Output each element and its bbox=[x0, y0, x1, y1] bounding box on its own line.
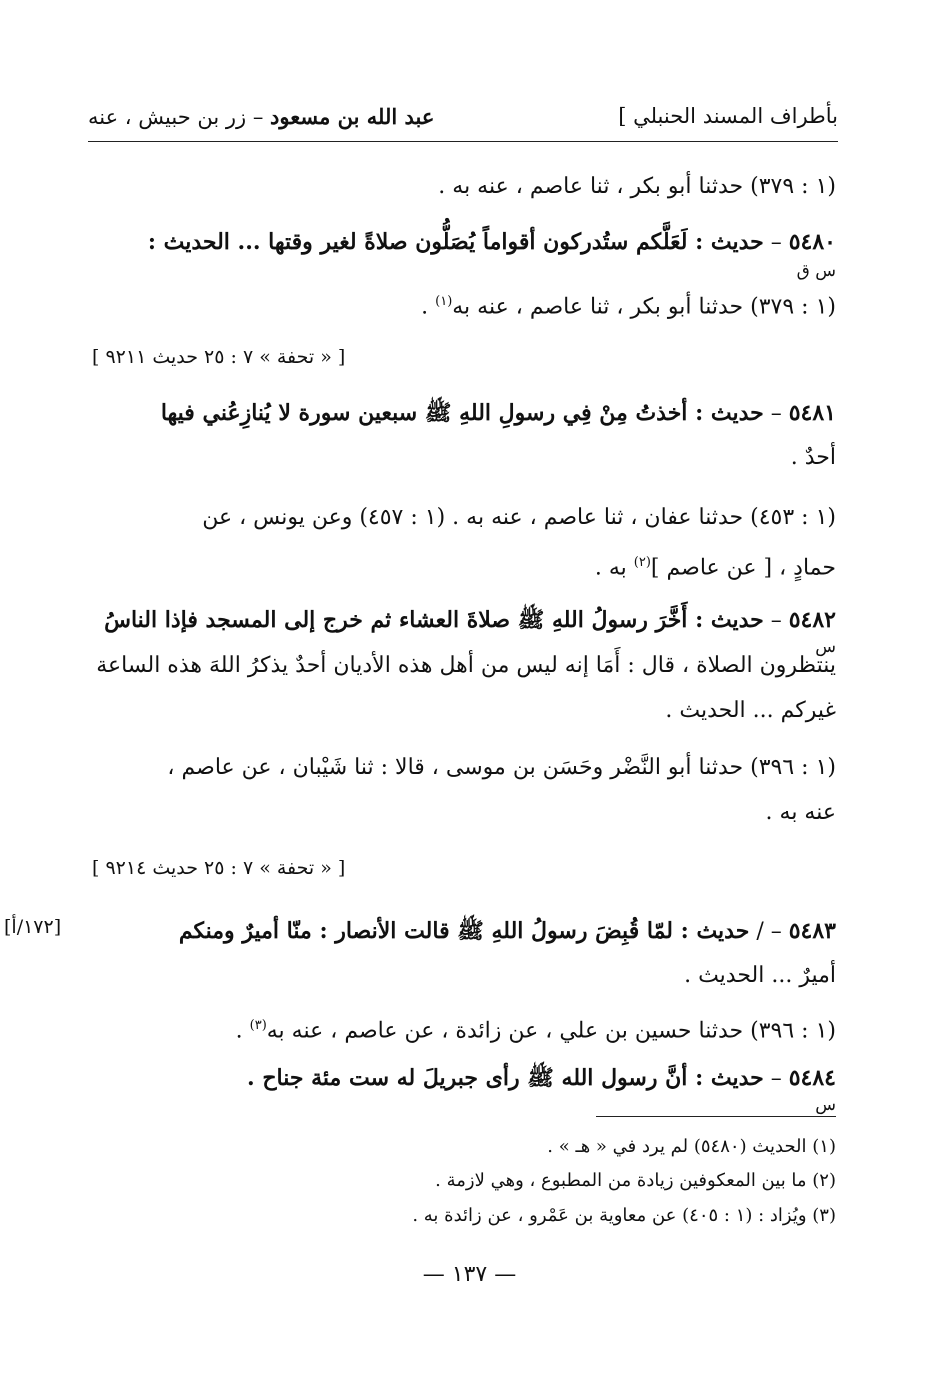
dash: – bbox=[763, 230, 789, 255]
chain-title bbox=[88, 104, 434, 129]
text-line bbox=[92, 1011, 878, 1046]
footnote-ref: (٢) bbox=[633, 555, 651, 570]
hadith-number: ٥٤٨١ bbox=[788, 400, 836, 426]
text-line bbox=[92, 287, 878, 322]
footnote: (٢) ما بين المعكوفين زيادة من المطبوع ، وهي لازمة . bbox=[435, 1170, 836, 1191]
hadith-5480 bbox=[92, 227, 836, 258]
period: . bbox=[235, 1018, 250, 1044]
tuhfa-ref: [ « تحفة » ٧ : ٢٥ حديث ٩٢١٤ ] bbox=[92, 857, 346, 879]
hadith-number: ٥٤٨٣ bbox=[788, 918, 836, 944]
siglum: س bbox=[815, 637, 836, 657]
text: حمادٍ ، [ عن عاصم ] bbox=[650, 555, 836, 581]
dash: – bbox=[763, 401, 789, 426]
page-number: — ١٣٧ — bbox=[422, 1262, 517, 1287]
slash: / bbox=[749, 919, 764, 944]
tuhfa-ref: [ « تحفة » ٧ : ٢٥ حديث ٩٢١١ ] bbox=[92, 346, 346, 368]
running-header bbox=[88, 104, 838, 138]
hadith-text: حديث : لَعَلَّكم ستُدركون أقواماً يُصَلُّون صلاةً لغير وقتها ... الحديث : bbox=[147, 229, 764, 255]
book-title: بأطراف المسند الحنبلي ] bbox=[618, 104, 838, 128]
hadith-5483 bbox=[136, 916, 836, 947]
hadith-text: حديث : لمّا قُبِضَ رسولُ اللهِ ﷺ قالت الأنصار : منّا أميرٌ ومنكم bbox=[178, 918, 750, 944]
siglum: س bbox=[815, 1095, 836, 1115]
hadith-5481 bbox=[92, 398, 836, 429]
hadith-number: ٥٤٨٤ bbox=[788, 1065, 836, 1091]
footnote: (١) الحديث (٥٤٨٠) لم يرد في « هـ » . bbox=[547, 1136, 836, 1157]
text: (١ : ٣٩٦) حدثنا حسين بن علي ، عن زائدة ، عن عاصم ، عنه به bbox=[266, 1018, 836, 1044]
hadith-number: ٥٤٨٠ bbox=[788, 229, 836, 255]
text-line: ينتظرون الصلاة ، قال : أَمَا إنه ليس من أهل هذه الأديان أحدٌ يذكرُ اللهَ هذه الساعة bbox=[96, 653, 836, 678]
hadith-number: ٥٤٨٢ bbox=[788, 607, 836, 633]
dash: – bbox=[763, 919, 789, 944]
ref-end: به . bbox=[594, 555, 634, 581]
author-name: عبد الله بن مسعود bbox=[270, 104, 435, 129]
hadith-text: حديث : أَخَّرَ رسولُ اللهِ ﷺ صلاةَ العشاء ثم خرج إلى المسجد فإذا الناسُ bbox=[104, 607, 764, 633]
period: . bbox=[421, 294, 436, 320]
hadith-text: حديث : أخذتُ مِنْ فِي رسولِ اللهِ ﷺ سبعين سورة لا يُنازِعُني فيها bbox=[160, 400, 764, 426]
margin-folio: [١٧٢/أ] bbox=[4, 916, 62, 938]
text-line: عنه به . bbox=[765, 800, 836, 825]
footnote: (٣) ويُزاد : (١ : ٤٠٥) عن معاوية بن عَمْرو ، عن زائدة به . bbox=[412, 1205, 836, 1226]
dash: – bbox=[763, 1066, 789, 1091]
header-rule bbox=[88, 141, 838, 142]
footnote-ref: (٣) bbox=[249, 1018, 267, 1033]
dash: – bbox=[763, 608, 789, 633]
chain-rest: – زر بن حبيش ، عنه bbox=[88, 105, 270, 129]
text-line: (١ : ٣٩٦) حدثنا أبو النَّضْر وحَسَن بن موسى ، قالا : ثنا شَيْبان ، عن عاصم ، bbox=[167, 755, 836, 780]
footnote-ref: (١) bbox=[435, 294, 453, 309]
text-line: غيركم ... الحديث . bbox=[665, 698, 836, 723]
footnote-rule bbox=[596, 1116, 836, 1117]
text: (١ : ٣٧٩) حدثنا أبو بكر ، ثنا عاصم ، عنه به bbox=[452, 294, 836, 320]
text-line: أحدٌ . bbox=[790, 445, 836, 470]
text-line bbox=[92, 548, 836, 583]
text-line: (١ : ٣٧٩) حدثنا أبو بكر ، ثنا عاصم ، عنه به . bbox=[438, 174, 836, 199]
siglum: س ق bbox=[796, 261, 836, 281]
text-line: أميرٌ ... الحديث . bbox=[684, 963, 836, 988]
text-line: (١ : ٤٥٣) حدثنا عفان ، ثنا عاصم ، عنه به . (١ : ٤٥٧) وعن يونس ، عن bbox=[202, 505, 836, 530]
hadith-text: حديث : أنَّ رسول الله ﷺ رأى جبريلَ له ست مئة جناح . bbox=[247, 1065, 764, 1091]
